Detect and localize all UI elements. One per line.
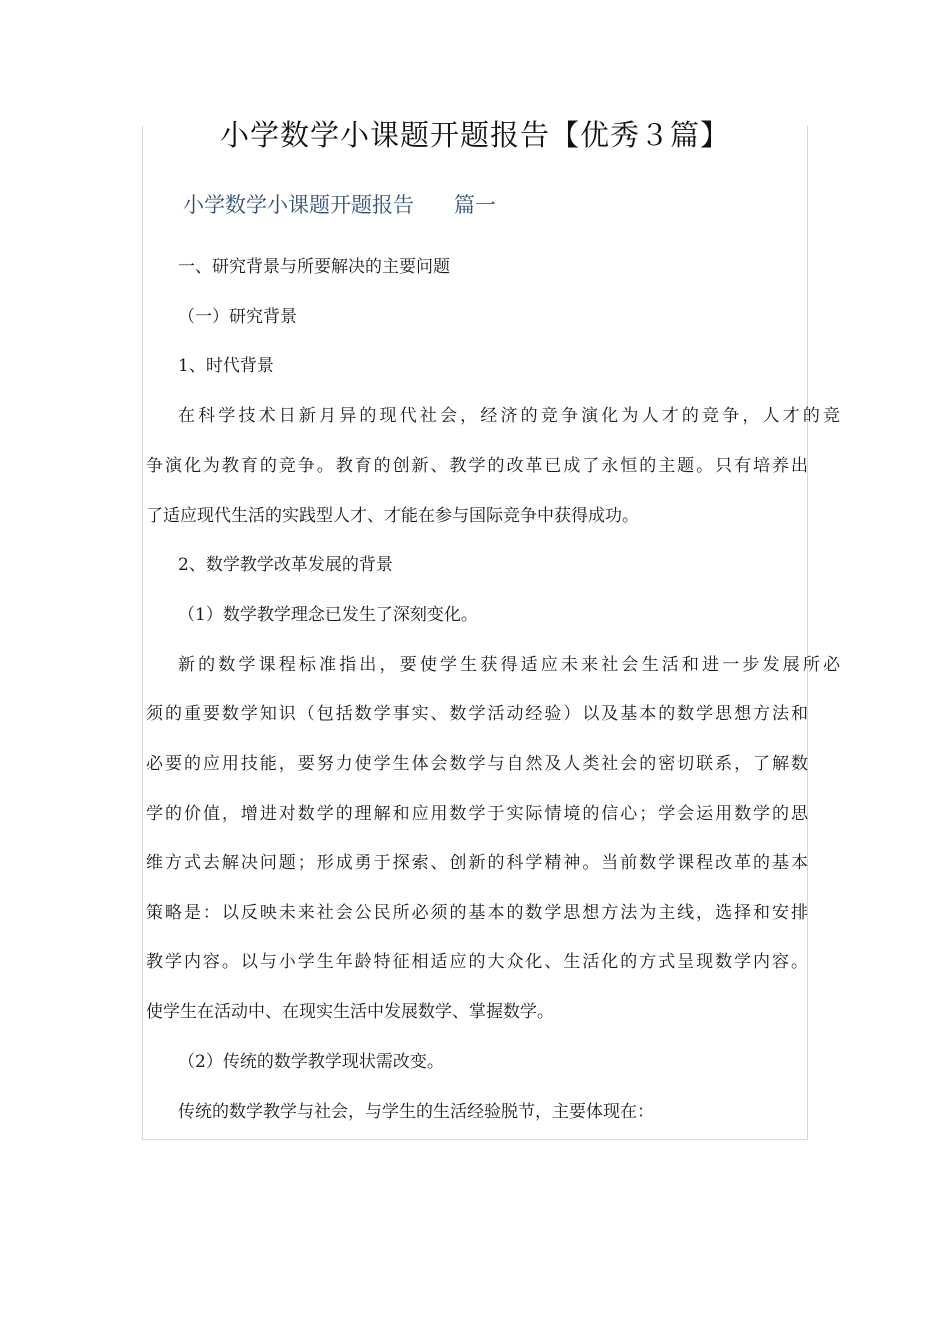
paragraph-line: 使学生在活动中、在现实生活中发展数学、掌握数学。 <box>146 1002 554 1022</box>
paragraph-line: 须的重要数学知识（包括数学事实、数学活动经验）以及基本的数学思想方法和 <box>146 704 808 724</box>
section-heading <box>183 188 496 222</box>
document-title: 小学数学小课题开题报告【优秀３篇】 <box>219 118 730 152</box>
paragraph-line: 新的数学课程标准指出，要使学生获得适应未来社会生活和进一步发展所必 <box>178 655 840 675</box>
paragraph-line: 必要的应用技能，要努力使学生体会数学与自然及人类社会的密切联系，了解数 <box>146 754 808 774</box>
paragraph-line: 传统的数学教学与社会，与学生的生活经验脱节，主要体现在： <box>178 1102 654 1122</box>
subheading-traditional-teaching: （2）传统的数学教学现状需改变。 <box>178 1052 444 1072</box>
subheading-math-reform-background: 2、数学教学改革发展的背景 <box>178 555 393 575</box>
paragraph-line: 争演化为教育的竞争。教育的创新、教学的改革已成了永恒的主题。只有培养出 <box>146 456 808 476</box>
paragraph-line: 教学内容。以与小学生年龄特征相适应的大众化、生活化的方式呈现数学内容。 <box>146 952 808 972</box>
paragraph-line: 策略是：以反映未来社会公民所必须的基本的数学思想方法为主线，选择和安排 <box>146 903 808 923</box>
section-heading-part: 篇一 <box>454 193 496 217</box>
heading-research-background-problems: 一、研究背景与所要解决的主要问题 <box>178 257 450 277</box>
paragraph-line: 维方式去解决问题；形成勇于探索、创新的科学精神。当前数学课程改革的基本 <box>146 853 808 873</box>
paragraph-line: 在科学技术日新月异的现代社会，经济的竞争演化为人才的竞争，人才的竞 <box>178 406 840 426</box>
paragraph-line: 了适应现代生活的实践型人才、才能在参与国际竞争中获得成功。 <box>146 506 639 526</box>
subheading-research-background: （一）研究背景 <box>178 307 297 327</box>
section-heading-title: 小学数学小课题开题报告 <box>183 193 414 217</box>
subheading-era-background: 1、时代背景 <box>178 356 274 376</box>
paragraph-line: 学的价值，增进对数学的理解和应用数学于实际情境的信心；学会运用数学的思 <box>146 804 808 824</box>
subheading-concept-change: （1）数学教学理念已发生了深刻变化。 <box>178 605 478 625</box>
